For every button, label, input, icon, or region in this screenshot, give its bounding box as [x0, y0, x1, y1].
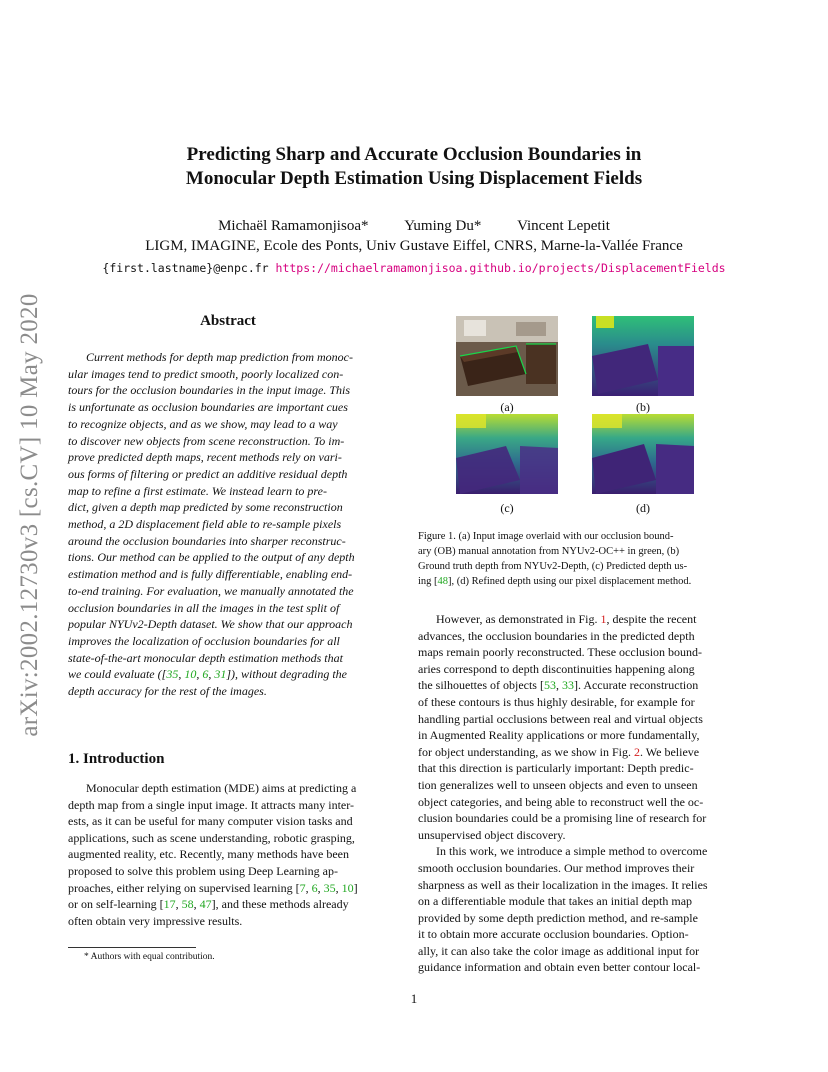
arxiv-identifier: [10, 270, 50, 760]
caption-line: ary (OB) manual annotation from NYUv2-OC++ in green, (b): [418, 546, 680, 557]
intro-line: ests, as it can be useful for many computer vision tasks and: [68, 814, 353, 829]
panel-label-c: (c): [500, 501, 514, 515]
citation-link[interactable]: 6: [311, 880, 318, 895]
abstract-line: map to refine a first estimate. We instead learn to pre-: [68, 483, 327, 498]
abstract-line: improves the localization of occlusion boundaries for all: [68, 633, 340, 648]
contact-email: {first.lastname}@enpc.fr: [102, 261, 269, 275]
figure-ref-link[interactable]: 1: [600, 612, 607, 626]
body-line: tion generalizes well to unseen objects and even to unseen: [418, 777, 698, 792]
figure-ref-link[interactable]: 2: [633, 744, 640, 759]
citation-link[interactable]: 6: [202, 667, 209, 682]
body-line: ally, it can also take the color image as additional input for: [418, 943, 700, 958]
intro-heading: 1. Introduction: [68, 751, 165, 767]
abstract-body: [68, 349, 388, 700]
figure-caption: [418, 529, 740, 589]
project-url-link[interactable]: https://michaelramamonjisoa.github.io/projects/DisplacementFields: [275, 261, 726, 275]
body-line: sharpness as well as their localization in the images. It relies: [418, 877, 708, 892]
intro-line-citations: or on self-learning [17, 58, 47], and these methods already: [68, 897, 349, 912]
body-line: In this work, we introduce a simple method to overcome: [436, 844, 708, 859]
abstract-line: tours for the occlusion boundaries in the input image. This: [68, 383, 350, 398]
title-line-2: Monocular Depth Estimation Using Displacement Fields: [185, 168, 643, 189]
intro-line: applications, such as scene understanding, robotic grasping,: [68, 830, 355, 845]
body-line: object categories, and being able to reconstruct well the oc-: [418, 794, 704, 809]
ground-truth-depth-panel: [592, 316, 694, 396]
abstract-line: dict, given a depth map predicted by some reconstruction: [68, 500, 343, 515]
panel-label-a: (a): [500, 400, 514, 414]
body-line: aries correspond to depth discontinuities happening along: [418, 661, 695, 676]
body-line: maps remain poorly reconstructed. These occlusion bound-: [418, 645, 703, 660]
body-line: advances, the occlusion boundaries in the predicted depth: [418, 628, 695, 643]
body-line: it to obtain more accurate occlusion boundaries. Option-: [418, 927, 689, 942]
author-3: Vincent Lepetit: [517, 218, 610, 234]
body-line-ref: for object understanding, as we show in Fig. 2. We believe: [418, 744, 700, 759]
footnote: * Authors with equal contribution.: [84, 952, 215, 962]
body-line: of these contours is thus highly desirable, for example for: [418, 694, 695, 709]
abstract-line: Current methods for depth map prediction from monoc-: [86, 350, 353, 364]
citation-link[interactable]: 10: [341, 880, 354, 895]
abstract-line: popular NYUv2-Depth dataset. We show that our approach: [68, 617, 353, 632]
affiliation: LIGM, IMAGINE, Ecole des Ponts, Univ Gustave Eiffel, CNRS, Marne-la-Vallée France: [145, 238, 683, 254]
citation-link[interactable]: 47: [199, 897, 212, 912]
body-line: on a differentiable module that takes an initial depth map: [418, 894, 693, 909]
body-line: in Augmented Reality applications or more fundamentally,: [418, 728, 700, 743]
abstract-line: state-of-the-art monocular depth estimation methods that: [68, 650, 343, 665]
caption-line: Figure 1. (a) Input image overlaid with our occlusion bound-: [418, 531, 674, 542]
figure-1: [418, 312, 748, 522]
body-line: smooth occlusion boundaries. Our method improves their: [418, 860, 695, 875]
abstract-line: occlusion boundaries in all the images in the test split of: [68, 600, 340, 615]
intro-line: often obtain very impressive results.: [68, 913, 243, 928]
refined-depth-panel: [592, 414, 694, 494]
predicted-depth-panel: [456, 414, 558, 494]
citation-link[interactable]: 10: [184, 667, 197, 682]
input-image-panel: [456, 316, 558, 396]
abstract-line: is unfortunate as occlusion boundaries are important cues: [68, 400, 348, 415]
abstract-heading: Abstract: [200, 313, 256, 329]
body-line: guidance information and obtain even better contour local-: [418, 960, 701, 975]
citation-link[interactable]: 53: [543, 678, 556, 693]
citation-link[interactable]: 7: [299, 880, 306, 895]
footnote-rule: [68, 947, 196, 948]
abstract-line: estimation method and is fully differentiable, enabling end-: [68, 567, 353, 582]
contact-line: [0, 261, 828, 275]
citation-link[interactable]: 33: [561, 678, 574, 693]
intro-line: depth map from a single input image. It attracts many inter-: [68, 797, 355, 812]
abstract-line: to-end training. For evaluation, we manually annotated the: [68, 583, 354, 598]
abstract-line: ous forms of filtering or predict an additive residual depth: [68, 466, 348, 481]
abstract-line: prove predicted depth maps, recent methods rely on vari-: [68, 450, 342, 465]
abstract-line: tions. Our method can be applied to the output of any depth: [68, 550, 355, 565]
intro-line: Monocular depth estimation (MDE) aims at predicting a: [86, 781, 357, 795]
intro-line: proposed to solve this problem using Deep Learning ap-: [68, 863, 338, 878]
author-list: [0, 218, 828, 235]
panel-label-b: (b): [636, 400, 650, 414]
body-line: handling partial occlusions between real and virtual objects: [418, 711, 703, 726]
abstract-line: method, a 2D displacement field able to re-sample pixels: [68, 517, 342, 532]
author-1: Michaël Ramamonjisoa*: [218, 218, 369, 234]
page-number: 1: [410, 991, 418, 1006]
body-line: clusion boundaries could be a promising line of research for: [418, 811, 707, 826]
abstract-line-citations: we could evaluate ([35, 10, 6, 31]), without degrading the: [68, 667, 347, 682]
abstract-line: ular images tend to predict smooth, poorly localized con-: [68, 366, 344, 381]
body-line: unsupervised object discovery.: [418, 827, 566, 842]
citation-link[interactable]: 35: [166, 667, 179, 682]
paper-title: [0, 143, 828, 191]
citation-link[interactable]: 17: [163, 897, 176, 912]
citation-link[interactable]: 48: [437, 576, 449, 587]
arxiv-id-text: arXiv:2002.12730v3 [cs.CV] 10 May 2020: [16, 293, 43, 737]
abstract-line: depth accuracy for the rest of the images.: [68, 684, 267, 699]
intro-line: augmented reality, etc. Recently, many methods have been: [68, 847, 350, 862]
title-line-1: Predicting Sharp and Accurate Occlusion Boundaries in: [186, 144, 642, 165]
abstract-line: to recognize objects, and as we show, may lead to a way: [68, 416, 338, 431]
caption-line: Ground truth depth from NYUv2-Depth, (c) Predicted depth us-: [418, 561, 688, 572]
abstract-line: around the occlusion boundaries into sharper reconstruc-: [68, 533, 346, 548]
citation-link[interactable]: 58: [181, 897, 194, 912]
body-line: provided by some depth prediction method, and re-sample: [418, 910, 698, 925]
body-line-citations: the silhouettes of objects [53, 33]. Accurate reconstruction: [418, 678, 699, 693]
intro-body: [68, 780, 388, 929]
citation-link[interactable]: 35: [323, 880, 336, 895]
author-2: Yuming Du*: [404, 218, 482, 234]
citation-link[interactable]: 31: [214, 667, 227, 682]
intro-line-citations: proaches, either relying on supervised learning [7, 6, 35, 10]: [68, 880, 358, 895]
body-line-ref: However, as demonstrated in Fig. 1, despite the recent: [436, 612, 697, 626]
right-column-body: [418, 611, 740, 976]
abstract-line: to discover new objects from scene reconstruction. To im-: [68, 433, 345, 448]
body-line: that this direction is particularly important: Depth predic-: [418, 761, 694, 776]
panel-label-d: (d): [636, 501, 650, 515]
caption-line-citation: ing [48], (d) Refined depth using our pixel displacement method.: [418, 576, 692, 587]
